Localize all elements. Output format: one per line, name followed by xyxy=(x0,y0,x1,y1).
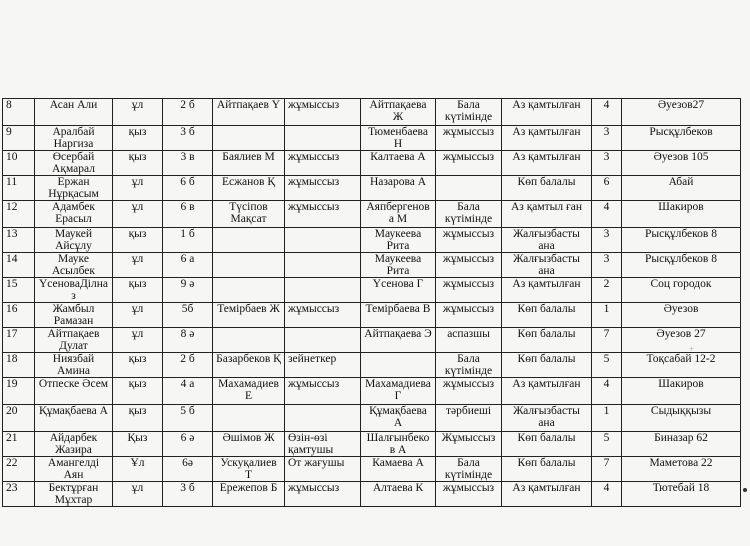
address-cell: Сыдыққызы xyxy=(622,405,741,432)
margin-mark: + xyxy=(688,344,694,354)
mother-name-cell: Маукеева Рита xyxy=(361,253,436,278)
gender-cell: ұл xyxy=(113,176,163,201)
father-occupation-cell: жұмыссыз xyxy=(285,201,361,228)
mother-name-cell: Үсенова Г xyxy=(361,278,436,303)
children-count-cell: 4 xyxy=(592,99,622,126)
family-status-cell: Көп балалы xyxy=(502,176,592,201)
table-row xyxy=(3,201,741,228)
table-row xyxy=(3,176,741,201)
class-cell: 6 б xyxy=(163,176,213,201)
roster-body xyxy=(3,99,741,507)
row-number-cell: 17 xyxy=(3,328,35,353)
student-name-cell: Өсербай Ақмарал xyxy=(35,151,113,176)
mother-occupation-cell: жұмыссыз xyxy=(436,253,502,278)
row-number-cell: 11 xyxy=(3,176,35,201)
address-cell: Абай xyxy=(622,176,741,201)
gender-cell: ұл xyxy=(113,201,163,228)
family-status-cell: Жалғызбасты ана xyxy=(502,253,592,278)
father-name-cell xyxy=(213,126,285,151)
class-cell: 5б xyxy=(163,303,213,328)
father-occupation-cell: От жағушы xyxy=(285,457,361,482)
father-occupation-cell xyxy=(285,126,361,151)
address-cell: Шакиров xyxy=(622,201,741,228)
children-count-cell: 3 xyxy=(592,228,622,253)
mother-name-cell: Шалғынбеков А xyxy=(361,432,436,457)
gender-cell: қыз xyxy=(113,228,163,253)
children-count-cell: 7 xyxy=(592,328,622,353)
address-cell: Шакиров xyxy=(622,378,741,405)
family-status-cell: Көп балалы xyxy=(502,432,592,457)
father-name-cell: Ускуқалиев Т xyxy=(213,457,285,482)
mother-name-cell: Тюменбаева Н xyxy=(361,126,436,151)
mother-occupation-cell: Бала күтімінде xyxy=(436,353,502,378)
gender-cell: қыз xyxy=(113,151,163,176)
mother-name-cell: Махамадиева Г xyxy=(361,378,436,405)
father-occupation-cell: жұмыссыз xyxy=(285,303,361,328)
mother-name-cell xyxy=(361,353,436,378)
table-row xyxy=(3,303,741,328)
mother-name-cell: Айтпақаева Ж xyxy=(361,99,436,126)
mother-occupation-cell: Бала күтімінде xyxy=(436,99,502,126)
mother-occupation-cell: тәрбиеші xyxy=(436,405,502,432)
row-number-cell: 15 xyxy=(3,278,35,303)
children-count-cell: 1 xyxy=(592,303,622,328)
mother-occupation-cell: жұмыссыз xyxy=(436,278,502,303)
gender-cell: қыз xyxy=(113,126,163,151)
table-row xyxy=(3,328,741,353)
mother-name-cell: Маукеева Рита xyxy=(361,228,436,253)
student-name-cell: Айтпақаев Дулат xyxy=(35,328,113,353)
mother-name-cell: Аяпбергенова М xyxy=(361,201,436,228)
father-occupation-cell xyxy=(285,405,361,432)
address-cell: Биназар 62 xyxy=(622,432,741,457)
mother-occupation-cell: жұмыссыз xyxy=(436,378,502,405)
table-row xyxy=(3,278,741,303)
address-cell: Рысқұлбеков 8 xyxy=(622,228,741,253)
table-row xyxy=(3,151,741,176)
children-count-cell: 3 xyxy=(592,151,622,176)
father-occupation-cell xyxy=(285,253,361,278)
children-count-cell: 4 xyxy=(592,482,622,507)
class-cell: 4 а xyxy=(163,378,213,405)
children-count-cell: 6 xyxy=(592,176,622,201)
row-number-cell: 19 xyxy=(3,378,35,405)
family-status-cell: Аз қамтылған xyxy=(502,378,592,405)
row-number-cell: 16 xyxy=(3,303,35,328)
gender-cell: қыз xyxy=(113,353,163,378)
mother-name-cell: Камаева А xyxy=(361,457,436,482)
class-cell: 2 б xyxy=(163,353,213,378)
children-count-cell: 4 xyxy=(592,201,622,228)
children-count-cell: 4 xyxy=(592,378,622,405)
father-name-cell: Ережепов Б xyxy=(213,482,285,507)
children-count-cell: 3 xyxy=(592,253,622,278)
father-occupation-cell xyxy=(285,228,361,253)
father-name-cell xyxy=(213,405,285,432)
row-number-cell: 14 xyxy=(3,253,35,278)
family-status-cell: Аз қамтылған xyxy=(502,482,592,507)
student-name-cell: Аралбай Наргиза xyxy=(35,126,113,151)
table-row xyxy=(3,253,741,278)
father-name-cell: Айтпақаев Ү xyxy=(213,99,285,126)
student-roster-table xyxy=(2,98,741,507)
row-number-cell: 22 xyxy=(3,457,35,482)
ink-dot xyxy=(743,488,747,492)
row-number-cell: 8 xyxy=(3,99,35,126)
father-occupation-cell xyxy=(285,328,361,353)
class-cell: 3 в xyxy=(163,151,213,176)
mother-occupation-cell: жұмыссыз xyxy=(436,482,502,507)
table-row xyxy=(3,228,741,253)
family-status-cell: Аз қамтылған xyxy=(502,278,592,303)
table-row xyxy=(3,482,741,507)
gender-cell: қыз xyxy=(113,378,163,405)
family-status-cell: Аз қамтылған xyxy=(502,151,592,176)
family-status-cell: Көп балалы xyxy=(502,303,592,328)
student-name-cell: Адамбек Ерасыл xyxy=(35,201,113,228)
gender-cell: Қыз xyxy=(113,432,163,457)
class-cell: 6 в xyxy=(163,201,213,228)
father-name-cell: Базарбеков Қ xyxy=(213,353,285,378)
gender-cell: Ұл xyxy=(113,457,163,482)
father-name-cell xyxy=(213,253,285,278)
student-name-cell: Амангелді Аян xyxy=(35,457,113,482)
class-cell: 3 б xyxy=(163,482,213,507)
father-name-cell: Түсіпов Мақсат xyxy=(213,201,285,228)
address-cell: Маметова 22 xyxy=(622,457,741,482)
family-status-cell: Көп балалы xyxy=(502,328,592,353)
student-name-cell: Мауке Асылбек xyxy=(35,253,113,278)
class-cell: 6 ә xyxy=(163,432,213,457)
mother-occupation-cell: аспазшы xyxy=(436,328,502,353)
class-cell: 8 ә xyxy=(163,328,213,353)
family-status-cell: Көп балалы xyxy=(502,353,592,378)
mother-name-cell: Назарова А xyxy=(361,176,436,201)
family-status-cell: Аз қамтыл ған xyxy=(502,201,592,228)
mother-name-cell: Калтаева А xyxy=(361,151,436,176)
mother-name-cell: Алтаева К xyxy=(361,482,436,507)
gender-cell: ұл xyxy=(113,303,163,328)
row-number-cell: 13 xyxy=(3,228,35,253)
mother-occupation-cell: Бала күтімінде xyxy=(436,457,502,482)
class-cell: 3 б xyxy=(163,126,213,151)
family-status-cell: Жалғызбасты ана xyxy=(502,228,592,253)
student-name-cell: Отпеске Әсем xyxy=(35,378,113,405)
row-number-cell: 10 xyxy=(3,151,35,176)
student-name-cell: Бектұрған Мұхтар xyxy=(35,482,113,507)
father-name-cell xyxy=(213,328,285,353)
children-count-cell: 2 xyxy=(592,278,622,303)
mother-occupation-cell: жұмыссыз xyxy=(436,303,502,328)
table-row xyxy=(3,378,741,405)
father-occupation-cell: Өзін-өзі қамтушы xyxy=(285,432,361,457)
table-row xyxy=(3,432,741,457)
table-row xyxy=(3,353,741,378)
row-number-cell: 23 xyxy=(3,482,35,507)
father-name-cell: Әшімов Ж xyxy=(213,432,285,457)
mother-occupation-cell: жұмыссыз xyxy=(436,126,502,151)
gender-cell: ұл xyxy=(113,99,163,126)
class-cell: 5 б xyxy=(163,405,213,432)
mother-occupation-cell: жұмыссыз xyxy=(436,151,502,176)
class-cell: 6ә xyxy=(163,457,213,482)
class-cell: 6 а xyxy=(163,253,213,278)
father-name-cell: Темірбаев Ж xyxy=(213,303,285,328)
table-row xyxy=(3,126,741,151)
mother-occupation-cell xyxy=(436,176,502,201)
student-name-cell: Құмақбаева А xyxy=(35,405,113,432)
address-cell: Тоқсабай 12-2 xyxy=(622,353,741,378)
address-cell: Тютебай 18 xyxy=(622,482,741,507)
student-name-cell: ҮсеноваДілназ xyxy=(35,278,113,303)
family-status-cell: Аз қамтылған xyxy=(502,99,592,126)
father-occupation-cell: зейнеткер xyxy=(285,353,361,378)
table-row xyxy=(3,99,741,126)
row-number-cell: 18 xyxy=(3,353,35,378)
children-count-cell: 1 xyxy=(592,405,622,432)
father-occupation-cell: жұмыссыз xyxy=(285,151,361,176)
student-name-cell: Маукей Айсұлу xyxy=(35,228,113,253)
family-status-cell: Жалғызбасты ана xyxy=(502,405,592,432)
address-cell: Әуезов 105 xyxy=(622,151,741,176)
mother-name-cell: Құмақбаева А xyxy=(361,405,436,432)
mother-name-cell: Темірбаева В xyxy=(361,303,436,328)
row-number-cell: 9 xyxy=(3,126,35,151)
mother-occupation-cell: Жұмыссыз xyxy=(436,432,502,457)
table-row xyxy=(3,457,741,482)
address-cell: Рысқұлбеков 8 xyxy=(622,253,741,278)
row-number-cell: 20 xyxy=(3,405,35,432)
student-name-cell: Ержан Нұрқасым xyxy=(35,176,113,201)
student-name-cell: Жамбыл Рамазан xyxy=(35,303,113,328)
father-occupation-cell: жұмыссыз xyxy=(285,99,361,126)
father-name-cell: Махамадиев Е xyxy=(213,378,285,405)
children-count-cell: 7 xyxy=(592,457,622,482)
father-occupation-cell: жұмыссыз xyxy=(285,378,361,405)
row-number-cell: 12 xyxy=(3,201,35,228)
gender-cell: ұл xyxy=(113,253,163,278)
children-count-cell: 3 xyxy=(592,126,622,151)
father-occupation-cell: жұмыссыз xyxy=(285,482,361,507)
father-name-cell: Есжанов Қ xyxy=(213,176,285,201)
address-cell: Әуезов xyxy=(622,303,741,328)
gender-cell: ұл xyxy=(113,482,163,507)
student-name-cell: Айдарбек Жазира xyxy=(35,432,113,457)
father-name-cell xyxy=(213,278,285,303)
mother-name-cell: Айтпақаева Э xyxy=(361,328,436,353)
gender-cell: ұл xyxy=(113,328,163,353)
family-status-cell: Көп балалы xyxy=(502,457,592,482)
children-count-cell: 5 xyxy=(592,353,622,378)
mother-occupation-cell: жұмыссыз xyxy=(436,228,502,253)
table-row xyxy=(3,405,741,432)
class-cell: 1 б xyxy=(163,228,213,253)
children-count-cell: 5 xyxy=(592,432,622,457)
address-cell: Соц городок xyxy=(622,278,741,303)
father-occupation-cell: жұмыссыз xyxy=(285,176,361,201)
address-cell: Әуезов 27 xyxy=(622,328,741,353)
row-number-cell: 21 xyxy=(3,432,35,457)
mother-occupation-cell: Бала күтімінде xyxy=(436,201,502,228)
father-occupation-cell xyxy=(285,278,361,303)
father-name-cell xyxy=(213,228,285,253)
family-status-cell: Аз қамтылған xyxy=(502,126,592,151)
address-cell: Рысқұлбеков xyxy=(622,126,741,151)
gender-cell: қыз xyxy=(113,405,163,432)
gender-cell: қыз xyxy=(113,278,163,303)
father-name-cell: Баялиев М xyxy=(213,151,285,176)
class-cell: 9 ә xyxy=(163,278,213,303)
class-cell: 2 б xyxy=(163,99,213,126)
address-cell: Әуезов27 xyxy=(622,99,741,126)
student-name-cell: Асан Али xyxy=(35,99,113,126)
student-name-cell: Ниязбай Амина xyxy=(35,353,113,378)
